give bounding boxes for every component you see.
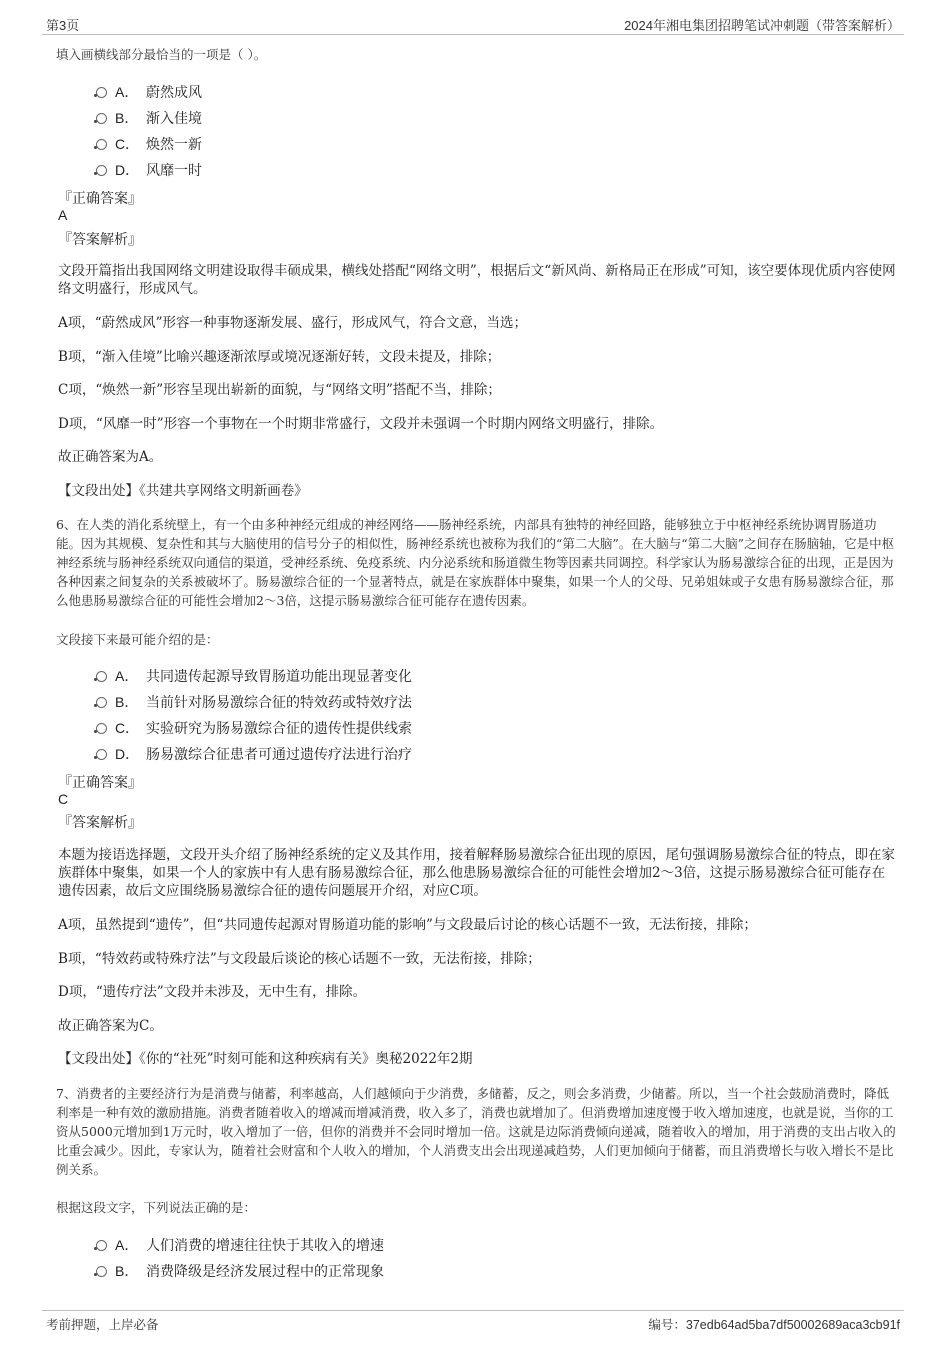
q6-source: 【文段出处】《你的“社死”时刻可能和这种疾病有关》奥秘2022年2期 <box>58 1051 473 1067</box>
document-code-label: 编号： <box>648 1317 686 1332</box>
document-code-value: 37edb64ad5ba7df50002689aca3cb91f <box>685 1318 900 1332</box>
q7-prompt: 根据这段文字，下列说法正确的是： <box>56 1200 257 1215</box>
q5-analysis-item: C项，“焕然一新”形容呈现出崭新的面貌，与“网络文明”搭配不当，排除； <box>58 382 501 398</box>
q6-answer: C <box>58 791 69 807</box>
q6-conclusion: 故正确答案为C。 <box>58 1018 163 1034</box>
q6-analysis-intro: 本题为接语选择题，文段开头介绍了肠神经系统的定义及其作用，接着解释肠易激综合征出现的原因，尾句强调肠易激综合征的特点，即在家族群体中聚集，如果一个人的家族中有人患有肠易激综合征，那么他患肠易激综合征的可能性会增加2～3倍，这提示肠易激综合征可能存在遗传因素，故后文应围绕肠易激综合征的遗传问题展开介绍，对应C项。 <box>58 847 895 899</box>
q5-analysis-item: B项，“渐入佳境”比喻兴趣逐渐浓厚或境况逐渐好转，文段未提及，排除； <box>58 349 501 365</box>
document-title: 2024年湘电集团招聘笔试冲刺题（带答案解析） <box>624 18 900 33</box>
radio-icon[interactable] <box>96 1240 107 1251</box>
page-footer <box>42 1310 904 1333</box>
q5-answer: A <box>58 207 68 223</box>
q5-analysis-intro: 文段开篇指出我国网络文明建设取得丰硕成果，横线处搭配“网络文明”，根据后文“新风尚、新格局正在形成”可知，该空要体现优质内容使网络文明盛行，形成风气。 <box>58 263 896 297</box>
q6-answer-label: 『正确答案』 <box>58 775 142 791</box>
radio-icon[interactable] <box>96 697 107 708</box>
q5-prompt: 填入画横线部分最恰当的一项是（ ）。 <box>56 47 267 62</box>
page-number: 第3页 <box>46 18 80 33</box>
q5-answer-label: 『正确答案』 <box>58 191 142 207</box>
radio-icon[interactable] <box>96 87 107 98</box>
footer-slogan: 考前押题，上岸必备 <box>46 1317 159 1332</box>
q6-analysis-item: B项，“特效药或特殊疗法”与文段最后谈论的核心话题不一致，无法衔接，排除； <box>58 951 541 967</box>
page-header <box>42 14 904 35</box>
radio-icon[interactable] <box>96 1266 107 1277</box>
q5-analysis-item: D项，“风靡一时”形容一个事物在一个时期非常盛行，文段并未强调一个时期内网络文明盛行，排除。 <box>58 416 664 432</box>
q6-passage: 6、在人类的消化系统壁上，有一个由多种神经元组成的神经网络——肠神经系统，内部具有独特的神经回路，能够独立于中枢神经系统协调胃肠道功能。因为其规模、复杂性和其与大脑使用的信号分子的相似性，肠神经系统也被称为我们的“第二大脑”。在大脑与“第二大脑”之间存在肠脑轴，它是中枢神经系统与肠神经系统双向通信的渠道，受神经系统、免疫系统、内分泌系统和肠道微生物等因素共同调控。科学家认为肠易激综合征的出现，正是因为各种因素之间复杂的关系被破坏了。肠易激综合征的一个显著特点，就是在家族群体中聚集，如果一个人的父母、兄弟姐妹或子女患有肠易激综合征，那么他患肠易激综合征的可能性会增加2～3倍，这提示肠易激综合征可能存在遗传因素。 <box>56 517 895 608</box>
q5-conclusion: 故正确答案为A。 <box>58 449 163 465</box>
document-code <box>648 1315 900 1333</box>
radio-icon[interactable] <box>96 139 107 150</box>
q5-source: 【文段出处】《共建共享网络文明新画卷》 <box>58 483 308 499</box>
q6-analysis-item: D项，“遗传疗法”文段并未涉及，无中生有，排除。 <box>58 984 367 1000</box>
radio-icon[interactable] <box>96 723 107 734</box>
q5-analysis-label: 『答案解析』 <box>58 232 142 248</box>
q5-analysis-item: A项，“蔚然成风”形容一种事物逐渐发展、盛行，形成风气，符合文意，当选； <box>58 315 528 331</box>
radio-icon[interactable] <box>96 749 107 760</box>
radio-icon[interactable] <box>96 671 107 682</box>
radio-icon[interactable] <box>96 113 107 124</box>
radio-icon[interactable] <box>96 165 107 176</box>
q7-passage: 7、消费者的主要经济行为是消费与储蓄，利率越高，人们越倾向于少消费，多储蓄，反之，则会多消费，少储蓄。所以，当一个社会鼓励消费时，降低利率是一种有效的激励措施。消费者随着收入的增减而增减消费，收入多了，消费也就增加了。但消费增加速度慢于收入增加速度，也就是说，当你的工资从5000元增加到1万元时，收入增加了一倍，但你的消费并不会同时增加一倍。这就是边际消费倾向递减，随着收入的增加，用于消费的支出占收入的比重会减少。因此，专家认为，随着社会财富和个人收入的增加，个人消费支出会出现递减趋势，人们更加倾向于储蓄，而且消费增长与收入增长不是比例关系。 <box>56 1086 896 1177</box>
q6-analysis-item: A项，虽然提到“遗传”，但“共同遗传起源对胃肠道功能的影响”与文段最后讨论的核心话题不一致，无法衔接，排除； <box>58 917 757 933</box>
q6-analysis-label: 『答案解析』 <box>58 815 142 831</box>
q6-prompt: 文段接下来最可能介绍的是： <box>56 632 219 647</box>
